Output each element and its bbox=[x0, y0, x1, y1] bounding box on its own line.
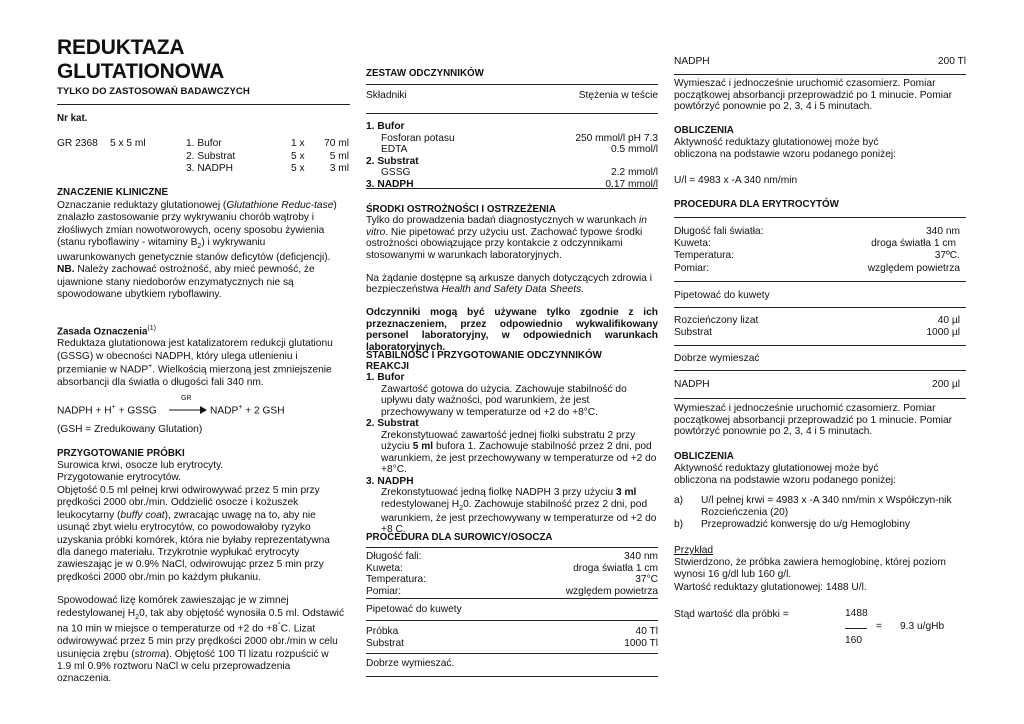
sample-section bbox=[57, 448, 345, 686]
example-lead: Stąd wartość dla próbki = bbox=[674, 609, 789, 620]
kit-row: EDTA 0.5 mmol/l bbox=[381, 144, 658, 156]
example-result: 9.3 u/gHb bbox=[900, 621, 945, 632]
safety-para-1: Tylko do prowadzenia badań diagnostycznych w warunkach in vitro. Nie pipetować przy użyciu ust. Zachować typowe środki ostrożności obowiązujące przy kontakcie z odczynnikami stosowanymi w warunkach laboratoryjnych. bbox=[366, 215, 647, 262]
divider bbox=[674, 398, 966, 399]
divider bbox=[674, 370, 966, 371]
safety-section bbox=[366, 204, 658, 353]
calc-text: Aktywność reduktazy glutationowej może być obliczona na podstawie wzoru podanego poniżej: bbox=[674, 137, 897, 160]
stability-item-2-text: Zrekonstytuować zawartość jednej fiolki substratu 2 przy użyciu 5 ml bufora 1. Zachowuje stabilność przez 2 dni, pod warunkiem, że jest przechowywany w temperaturze od +2 do +8°C. bbox=[381, 429, 657, 476]
principle-section bbox=[57, 325, 345, 389]
sample-line-1: Surowica krwi, osocze lub erytrocyty. bbox=[57, 459, 224, 471]
ery-calc-list bbox=[674, 495, 966, 532]
safety-para-2: Na żądanie dostępne są arkusze danych dotyczących zdrowia i bezpieczeństwa Health and Safety Data Sheets. bbox=[366, 272, 652, 296]
ery-volumes bbox=[674, 315, 960, 339]
calc-formula: U/l = 4983 x -A 340 nm/min bbox=[674, 175, 798, 186]
ery-calc-text: Aktywność reduktazy glutationowej może być obliczona na podstawie wzoru podanego poniżej: bbox=[674, 463, 897, 487]
divider bbox=[366, 653, 658, 654]
catalog-code: GR 2368 bbox=[57, 138, 98, 149]
kit-row: 2. Substrat bbox=[366, 155, 419, 167]
serum-mix: Dobrze wymieszać. bbox=[366, 658, 455, 669]
divider bbox=[366, 620, 658, 621]
volume-row: Rozcieńczony lizat 40 µl bbox=[674, 315, 960, 326]
divider bbox=[674, 217, 966, 218]
stability-item-1-text: Zawartość gotowa do użycia. Zachowuje stabilność do upływu daty ważności, pod warunkiem, że jest przechowywany w temperaturze od +2 do +8°C. bbox=[381, 383, 627, 418]
fraction-bar bbox=[845, 628, 867, 629]
stability-section bbox=[366, 350, 658, 536]
example-section bbox=[674, 545, 966, 594]
stability-item-2-title: 2. Substrat bbox=[366, 418, 419, 430]
title-line-1: REDUKTAZA bbox=[57, 36, 185, 59]
ery-heading: PROCEDURA DLA ERYTROCYTÓW bbox=[674, 199, 839, 210]
divider bbox=[674, 281, 966, 282]
document-title bbox=[57, 36, 224, 84]
clinical-text: Oznaczanie reduktazy glutationowej (Glutathione Reduc-tase) znalazło zastosowanie przy wykrywaniu chorób wątroby i złośliwych zmian nowotworowych, oceny sposobu żywienia (stanu ryboflawiny - witaminy $B_2$) i wykrywaniu uwarunkowanych genetycznie stanów deficytów (deficjencji). bbox=[57, 199, 337, 263]
divider bbox=[366, 547, 658, 548]
stability-item-3-text: Zrekonstytuować jedną fiolkę NADPH 3 przy użyciu 3 ml redestylowanej $H_20$. Zachowuje stabilność przez 2 dni, pod warunkiem, że jest przechowywany w temperaturze od +2 do +8 C. bbox=[381, 487, 657, 536]
divider bbox=[366, 188, 658, 189]
param-row: Pomiar: względem powietrza bbox=[366, 585, 658, 597]
example-text-2: Wartość reduktazy glutationowej: 1488 U/l. bbox=[674, 581, 867, 593]
serum-pipette: Pipetować do kuwety bbox=[366, 604, 462, 615]
kit-row: 1. Bufor bbox=[366, 121, 405, 132]
param-row: Długość fali światła: 340 nm bbox=[674, 226, 960, 237]
list-item: a) U/l pełnej krwi = 4983 x -A 340 nm/min x Współczyn-nik Rozcieńczenia (20) bbox=[674, 495, 952, 519]
ery-nadph-row: NADPH 200 µl bbox=[674, 379, 960, 390]
list-item: b) Przeprowadzić konwersję do u/g Hemoglobiny bbox=[674, 519, 910, 531]
calc-heading: OBLICZENIA bbox=[674, 125, 734, 136]
param-row: Kuweta: droga światła 1 cm bbox=[366, 562, 658, 574]
principle-heading: Zasada Oznaczenia$^{(1)}$ bbox=[57, 325, 156, 338]
reaction-arrow-label: GR bbox=[181, 395, 192, 402]
clinical-note: NB. Należy zachować ostrożność, aby mieć pewność, że ujawnione stany niedoborów enzymatycznych nie są spowodowane ubytkiem ryboflawiny. bbox=[57, 264, 315, 301]
ery-mix-text: Wymieszać i jednocześnie uruchomić czasomierz. Pomiar początkowej absorbancji przeprowadzić po 1 minucie. Pomiar powtórzyć ponownie po 2, 3, 4 i 5 minutach. bbox=[674, 403, 953, 438]
principle-text: Reduktaza glutationowa jest katalizatorem redukcji glutationu (GSSG) w obecności NADPH, który ulega utlenieniu i przemianie w NADP+. Wielkością mierzoną jest zmniejszenie absorbancji dla światła o długości fali 340 nm. bbox=[57, 338, 333, 388]
kit-table-header: Składniki Stężenia w teście bbox=[366, 90, 658, 101]
ery-mix: Dobrze wymieszać bbox=[674, 353, 760, 364]
ery-calc-heading: OBLICZENIA bbox=[674, 451, 734, 462]
stability-item-1-title: 1. Bufor bbox=[366, 372, 405, 384]
equals-sign: = bbox=[876, 621, 882, 632]
safety-heading: ŚRODKI OSTROŻNOŚCI I OSTRZEŻENIA bbox=[366, 204, 556, 215]
serum-heading: PROCEDURA DLA SUROWICY/OSOCZA bbox=[366, 532, 553, 543]
divider bbox=[366, 84, 658, 85]
divider bbox=[674, 345, 966, 346]
kit-heading: ZESTAW ODCZYNNIKÓW bbox=[366, 68, 484, 79]
sample-heading: PRZYGOTOWANIE PRÓBKI bbox=[57, 448, 185, 459]
ery-params bbox=[674, 226, 960, 275]
divider bbox=[674, 307, 966, 308]
ery-pipette: Pipetować do kuwety bbox=[674, 290, 770, 301]
catalog-item: 2. Substrat 5 x 5 ml bbox=[186, 150, 349, 162]
reaction-left: NADPH + H+ + GSSG bbox=[57, 404, 157, 417]
kit-row: Fosforan potasu 250 mmol/l pH 7.3 bbox=[381, 132, 658, 144]
reaction-right: NADP+ + 2 GSH bbox=[210, 404, 285, 417]
kit-row: GSSG 2.2 mmol/l bbox=[381, 167, 658, 179]
volume-row: Próbka 40 Tl bbox=[366, 626, 658, 637]
divider bbox=[366, 676, 658, 677]
param-row: Długość fali: 340 nm bbox=[366, 551, 658, 562]
reaction-arrow-icon bbox=[169, 406, 207, 414]
divider bbox=[57, 104, 350, 105]
reaction-equation bbox=[57, 396, 345, 420]
catalog-item: 1. Bufor 1 x 70 ml bbox=[186, 138, 349, 149]
divider bbox=[366, 113, 658, 114]
stability-item-3-title: 3. NADPH bbox=[366, 475, 414, 487]
catalog-pack: 5 x 5 ml bbox=[110, 138, 146, 149]
subtitle: TYLKO DO ZASTOSOWAŃ BADAWCZYCH bbox=[57, 86, 250, 97]
sample-para-2: Spowodować lizę komórek zawieszając je w zimnej redestylowanej $H_20$, tak aby objętość wynosiła 0.5 ml. Odstawić na 10 min w miejsce o temperaturze od +2 do +8°C. Lizat odwirowywać przez 5 min przy prędkości 2000 obr./min w celu usunięcia zrębu (stroma). Objętość 100 Tl lizatu rozpuścić w 1.9 ml 0.9% roztworu NaCl w celu przeprowadzenia oznaczenia. bbox=[57, 595, 345, 685]
kit-table-body bbox=[366, 121, 658, 190]
param-row: Kuweta: droga światła 1 cm bbox=[674, 238, 956, 250]
catalog-item: 3. NADPH 5 x 3 ml bbox=[186, 163, 349, 174]
fraction-numerator: 1488 bbox=[845, 608, 868, 619]
serum-volumes bbox=[366, 626, 658, 649]
param-row: Temperatura: 37ºC. bbox=[674, 250, 960, 262]
kit-row: 3. NADPH 0.17 mmol/l bbox=[366, 178, 658, 190]
example-text: Stwierdzono, że próbka zawiera hemoglobinę, której poziom wynosi 16 g/dl lub 160 g/l. bbox=[674, 557, 946, 581]
stability-heading: STABILNOŚĆ I PRZYGOTOWANIE ODCZYNNIKÓW REAKCJI bbox=[366, 350, 602, 373]
nadph-row: NADPH 200 Tl bbox=[674, 56, 966, 67]
clinical-section bbox=[57, 187, 345, 302]
sample-line-2: Przygotowanie erytrocytów. bbox=[57, 472, 182, 484]
safety-para-3: Odczynniki mogą być używane tylko zgodnie z ich przeznaczeniem, przez odpowiednio wykwalifikowany personel laboratoryjny, w odpowiednich warunkach laboratoryjnych. bbox=[366, 306, 658, 353]
clinical-heading: ZNACZENIE KLINICZNE bbox=[57, 187, 169, 198]
param-row: Pomiar: względem powietrza bbox=[674, 262, 960, 274]
divider bbox=[674, 74, 966, 75]
gsh-note: (GSH = Zredukowany Glutation) bbox=[57, 424, 203, 435]
mix-text: Wymieszać i jednocześnie uruchomić czasomierz. Pomiar początkowej absorbancji przeprowadzić po 1 minucie. Pomiar powtórzyć ponownie po 2, 3, 4 i 5 minutach. bbox=[674, 78, 953, 113]
catalog-label: Nr kat. bbox=[57, 113, 88, 124]
serum-params bbox=[366, 551, 658, 597]
divider bbox=[366, 598, 658, 599]
volume-row: Substrat 1000 µl bbox=[674, 327, 960, 339]
catalog-items bbox=[186, 138, 349, 176]
param-row: Temperatura: 37°C bbox=[366, 574, 658, 586]
title-line-2: GLUTATIONOWA bbox=[57, 60, 225, 84]
sample-para-1: Objętość 0.5 ml pełnej krwi odwirowywać przez 5 min przy prędkości 2000 obr./min. Oddzielić osocze i kożuszek leukocytarny (buffy coat), zwracając uwagę na to, aby nie usunąć zbyt wielu erytrocytów, co powodowałoby ryzyko uzyskania próbki komórek, która nie byłaby reprezentatywna dla danego materiału. Trzykrotnie wypłukać erytrocyty zawieszając je w 0.9% NaCl, odwirowując przez 5 min przy prędkości 2000 obr./min po każdym płukaniu. bbox=[57, 484, 330, 583]
volume-row: Substrat 1000 Tl bbox=[366, 637, 658, 649]
example-heading: Przykład bbox=[674, 545, 714, 556]
fraction-denominator: 160 bbox=[845, 635, 862, 646]
